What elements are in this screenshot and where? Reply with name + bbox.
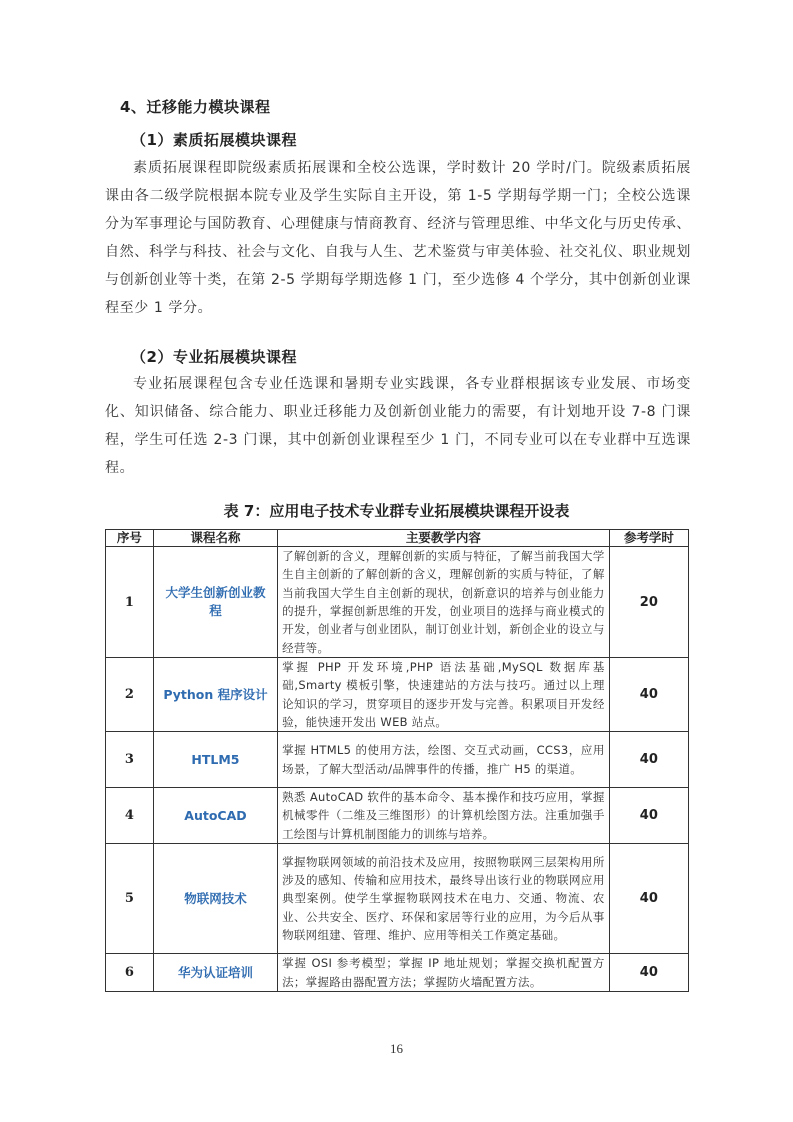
course-hours: 40	[609, 732, 688, 788]
header-hours: 参考学时	[609, 530, 688, 547]
course-name: AutoCAD	[153, 788, 277, 844]
subsection-heading-2: （2）专业拓展模块课程	[131, 348, 297, 366]
course-name: HTLM5	[153, 732, 277, 788]
table-header-row	[106, 530, 689, 547]
course-name: 物联网技术	[153, 844, 277, 954]
course-hours: 40	[609, 954, 688, 992]
course-content: 掌握 PHP 开发环境,PHP 语法基础,MySQL 数据库基础,Smarty 模板引擎，快速建站的方法与技巧。通过以上理论知识的学习，贯穿项目的逐步开发与完善。积累项目开发经验，能快速开发出 WEB 站点。	[278, 658, 610, 732]
table-row	[106, 844, 689, 954]
header-content: 主要教学内容	[278, 530, 610, 547]
row-number: 2	[106, 658, 154, 732]
header-no: 序号	[106, 530, 154, 547]
subsection-heading-1: （1）素质拓展模块课程	[131, 131, 297, 149]
course-content: 掌握 OSI 参考模型；掌握 IP 地址规划；掌握交换机配置方法；掌握路由器配置方法；掌握防火墙配置方法。	[278, 954, 610, 992]
course-content: 掌握物联网领域的前沿技术及应用，按照物联网三层架构用所涉及的感知、传输和应用技术，最终导出该行业的物联网应用典型案例。使学生掌握物联网技术在电力、交通、物流、农业、公共安全、医疗、环保和家居等行业的应用，为今后从事物联网组建、管理、维护、应用等相关工作奠定基础。	[278, 844, 610, 954]
row-number: 3	[106, 732, 154, 788]
course-content: 掌握 HTML5 的使用方法，绘图、交互式动画，CCS3，应用场景，了解大型活动/品牌事件的传播，推广 H5 的渠道。	[278, 732, 610, 788]
table-row	[106, 658, 689, 732]
row-number: 5	[106, 844, 154, 954]
course-table	[105, 529, 689, 992]
row-number: 6	[106, 954, 154, 992]
course-hours: 40	[609, 788, 688, 844]
table-row	[106, 732, 689, 788]
page-number: 16	[390, 1041, 403, 1056]
header-name: 课程名称	[153, 530, 277, 547]
row-number: 1	[106, 547, 154, 658]
paragraph-professional-expansion: 专业拓展课程包含专业任选课和暑期专业实践课，各专业群根据该专业发展、市场变化、知识储备、综合能力、职业迁移能力及创新创业能力的需要，有计划地开设 7-8 门课程，学生可任选 2-3 门课，其中创新创业课程至少 1 门，不同专业可以在专业群中互选课程。	[105, 376, 691, 476]
course-name: 华为认证培训	[153, 954, 277, 992]
table-caption: 表 7：应用电子技术专业群专业拓展模块课程开设表	[223, 502, 570, 520]
table-row	[106, 788, 689, 844]
course-content: 熟悉 AutoCAD 软件的基本命令、基本操作和技巧应用，掌握机械零件（二维及三维图形）的计算机绘图方法。注重加强手工绘图与计算机制图能力的训练与培养。	[278, 788, 610, 844]
row-number: 4	[106, 788, 154, 844]
course-name: Python 程序设计	[153, 658, 277, 732]
course-hours: 40	[609, 844, 688, 954]
course-hours: 20	[609, 547, 688, 658]
table-row	[106, 954, 689, 992]
section-heading: 4、迁移能力模块课程	[120, 98, 271, 116]
table-row	[106, 547, 689, 658]
course-content: 了解创新的含义，理解创新的实质与特征，了解当前我国大学生自主创新的了解创新的含义，理解创新的实质与特征，了解当前我国大学生自主创新的现状，创新意识的培养与创业能力的提升，掌握创新思维的开发，创业项目的选择与商业模式的开发，创业者与创业团队，制订创业计划，新创企业的设立与经营等。	[278, 547, 610, 658]
paragraph-quality-expansion: 素质拓展课程即院级素质拓展课和全校公选课，学时数计 20 学时/门。院级素质拓展课由各二级学院根据本院专业及学生实际自主开设，第 1-5 学期每学期一门；全校公选课分为军事理论与国防教育、心理健康与情商教育、经济与管理思维、中华文化与历史传承、自然、科学与科技、社会与文化、自我与人生、艺术鉴赏与审美体验、社交礼仪、职业规划与创新创业等十类，在第 2-5 学期每学期选修 1 门，至少选修 4 个学分，其中创新创业课程至少 1 学分。	[105, 160, 691, 316]
course-hours: 40	[609, 658, 688, 732]
course-name: 大学生创新创业教程	[153, 547, 277, 658]
